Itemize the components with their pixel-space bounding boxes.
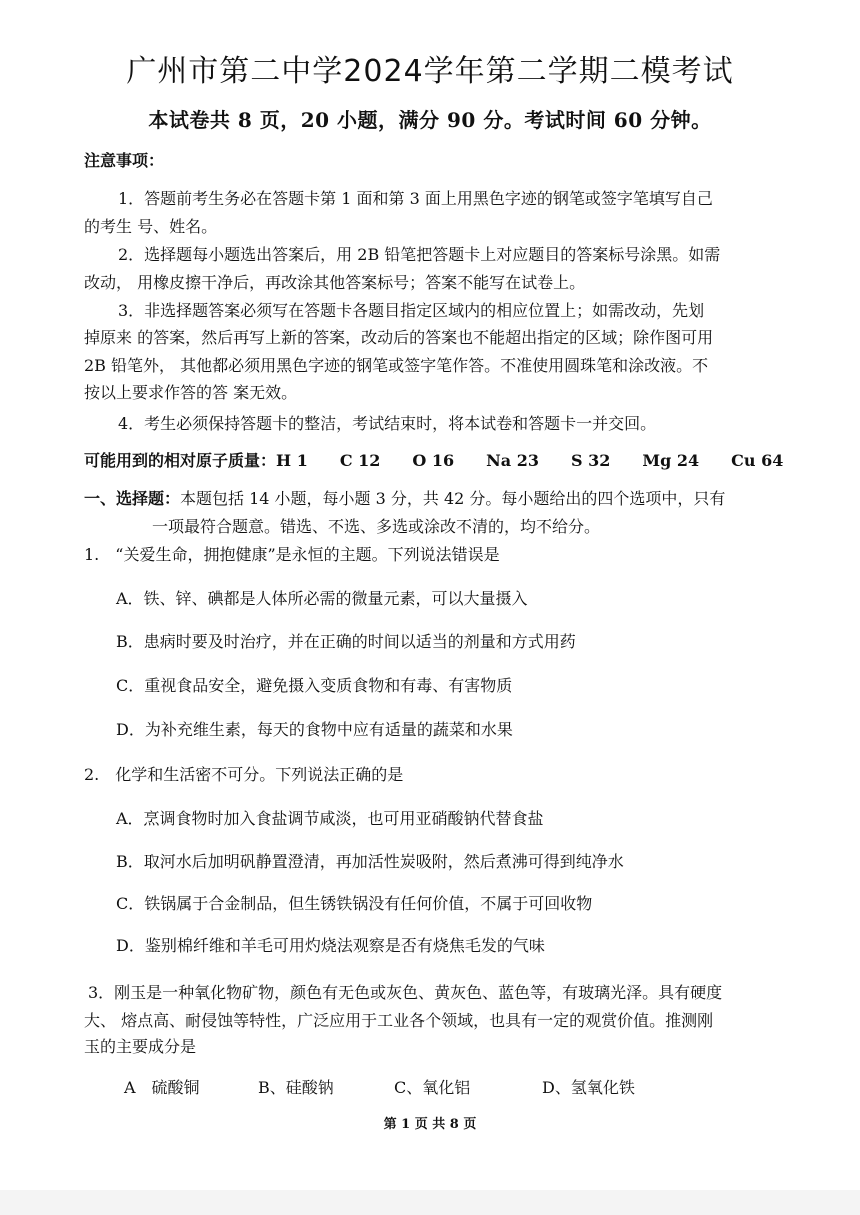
atomic-mass-values: H 1 C 12 O 16 Na 23 S 32 Mg 24 Cu 64 [276, 451, 784, 470]
note-3-line-2: 掉原来 的答案，然后再写上新的答案，改动后的答案也不能超出指定的区域；除作图可用 [84, 328, 714, 347]
section-1-instructions: 本题包括 14 小题，每小题 3 分，共 42 分。每小题给出的四个选项中，只有 [180, 489, 726, 508]
note-2-line-1: 2．选择题每小题选出答案后，用 2B 铅笔把答题卡上对应题目的答案标号涂黑。如需 [118, 245, 721, 264]
question-3-option-d: D、氢氧化铁 [542, 1078, 635, 1097]
atomic-mass-label: 可能用到的相对原子质量： [84, 451, 277, 470]
question-3-option-b: B、硅酸钠 [258, 1078, 334, 1097]
note-3-line-3: 2B 铅笔外， 其他都必须用黑色字迹的钢笔或签字笔作答。不准使用圆珠笔和涂改液。不 [84, 356, 709, 375]
section-1-label: 一、选择题： [84, 489, 181, 508]
question-1-option-c: C．重视食品安全，避免摄入变质食物和有毒、有害物质 [116, 676, 513, 695]
question-3-line-2: 大、 熔点高、耐侵蚀等特性，广泛应用于工业各个领域，也具有一定的观赏价值。推测刚 [84, 1011, 714, 1030]
question-3-option-c: C、氧化铝 [394, 1078, 471, 1097]
note-3-line-1: 3．非选择题答案必须写在答题卡各题目指定区域内的相应位置上；如需改动，先划 [118, 301, 705, 320]
note-1-line-1: 1．答题前考生务必在答题卡第 1 面和第 3 面上用黑色字迹的钢笔或签字笔填写自己 [118, 189, 713, 208]
question-2-option-b: B．取河水后加明矾静置澄清，再加活性炭吸附，然后煮沸可得到纯净水 [116, 852, 624, 871]
question-1-option-b: B．患病时要及时治疗，并在正确的时间以适当的剂量和方式用药 [116, 632, 576, 651]
question-1-option-d: D．为补充维生素，每天的食物中应有适量的蔬菜和水果 [116, 720, 513, 739]
question-1-option-a: A．铁、锌、碘都是人体所必需的微量元素，可以大量摄入 [116, 589, 528, 608]
note-2-line-2: 改动， 用橡皮擦干净后，再改涂其他答案标号；答案不能写在试卷上。 [84, 273, 586, 292]
question-3-line-3: 玉的主要成分是 [84, 1037, 197, 1056]
section-1-line-1 [84, 488, 725, 510]
note-4-line-1: 4．考生必须保持答题卡的整洁，考试结束时，将本试卷和答题卡一并交回。 [118, 414, 657, 433]
question-2-option-d: D．鉴别棉纤维和羊毛可用灼烧法观察是否有烧焦毛发的气味 [116, 936, 545, 955]
question-3-option-a: A 硫酸铜 [124, 1078, 200, 1097]
question-2-stem: 2. 化学和生活密不可分。下列说法正确的是 [84, 765, 404, 784]
exam-subtitle: 本试卷共 8 页，20 小题，满分 90 分。考试时间 60 分钟。 [148, 108, 712, 132]
question-1-stem: 1. “关爱生命，拥抱健康”是永恒的主题。下列说法错误是 [84, 545, 500, 564]
question-2-option-c: C．铁锅属于合金制品，但生锈铁锅没有任何价值，不属于可回收物 [116, 894, 593, 913]
question-3-line-1: 3．刚玉是一种氧化物矿物，颜色有无色或灰色、黄灰色、蓝色等，有玻璃光泽。具有硬度 [88, 983, 723, 1002]
exam-title: 广州市第二中学2024学年第二学期二模考试 [126, 54, 734, 89]
page-footer: 第 1 页 共 8 页 [383, 1117, 477, 1132]
note-1-line-2: 的考生 号、姓名。 [84, 217, 218, 236]
scan-bottom-edge [0, 1190, 860, 1215]
notes-heading: 注意事项： [84, 151, 165, 170]
question-2-option-a: A．烹调食物时加入食盐调节咸淡，也可用亚硝酸钠代替食盐 [116, 809, 544, 828]
atomic-mass-line [84, 450, 783, 472]
section-1-line-2: 一项最符合题意。错选、不选、多选或涂改不清的，均不给分。 [152, 517, 601, 536]
note-3-line-4: 按以上要求作答的答 案无效。 [84, 383, 298, 402]
